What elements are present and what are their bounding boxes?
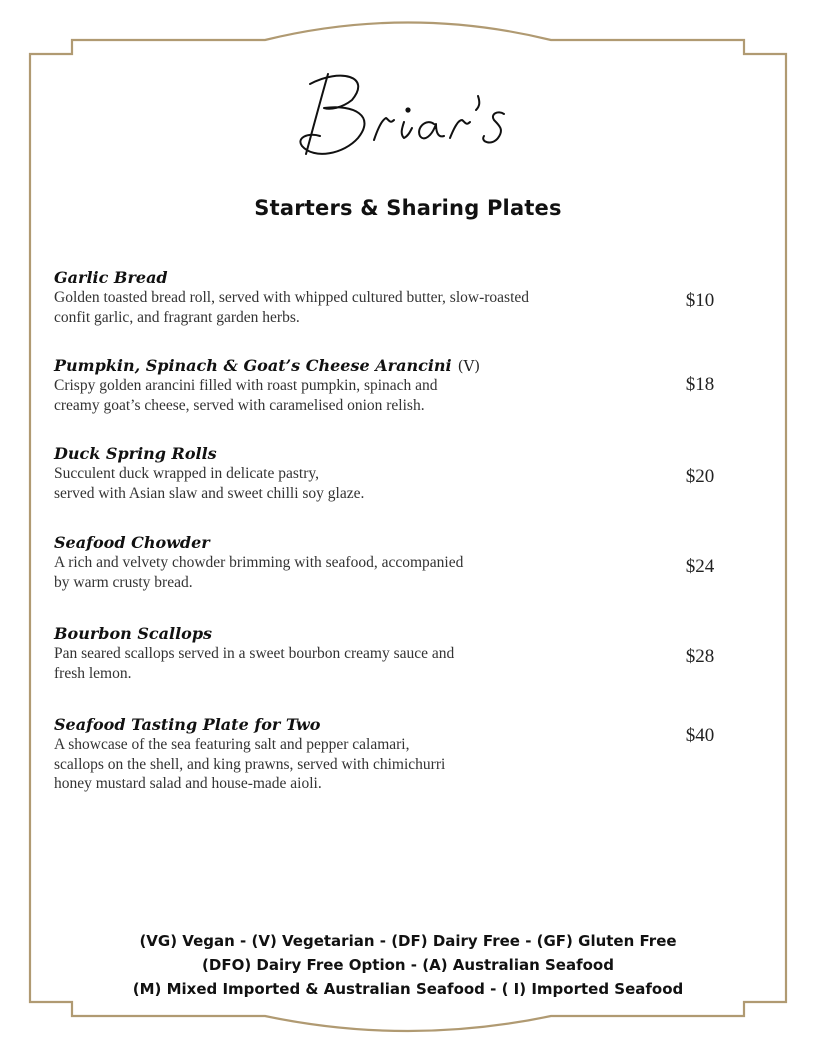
section-title: Starters & Sharing Plates xyxy=(254,196,562,220)
menu-item xyxy=(54,268,734,327)
menu-item-description: by warm crusty bread. xyxy=(54,573,193,591)
menu-item-name: Duck Spring Rolls xyxy=(54,444,217,463)
menu-item-name: Garlic Bread xyxy=(54,268,168,287)
menu-item-description: A rich and velvety chowder brimming with seafood, accompanied xyxy=(54,554,464,571)
dietary-tag: (V) xyxy=(457,357,481,375)
menu-item xyxy=(54,624,734,683)
menu-item xyxy=(54,533,734,592)
menu-item-description: creamy goat’s cheese, served with caramelised onion relish. xyxy=(54,396,425,414)
menu-item-price: $18 xyxy=(685,374,715,395)
menu-item-name: Seafood Chowder xyxy=(54,533,210,552)
menu-item-price: $28 xyxy=(685,646,715,667)
menu-item xyxy=(54,444,734,503)
menu-item-description: served with Asian slaw and sweet chilli soy glaze. xyxy=(54,484,365,502)
menu-item-description: honey mustard salad and house-made aioli. xyxy=(54,775,322,792)
menu-item-name: Seafood Tasting Plate for Two xyxy=(54,715,321,734)
menu-item xyxy=(54,356,734,415)
menu-item-description: fresh lemon. xyxy=(54,664,132,682)
menu-item-description: Succulent duck wrapped in delicate pastry, xyxy=(54,465,319,482)
menu-item-price: $40 xyxy=(685,725,715,746)
menu-item-description: scallops on the shell, and king prawns, served with chimichurri xyxy=(54,755,446,773)
menu-item-description: Crispy golden arancini filled with roast pumpkin, spinach and xyxy=(54,377,438,394)
menu-item-price: $24 xyxy=(685,556,715,577)
dietary-legend-line: (DFO) Dairy Free Option - (A) Australian Seafood xyxy=(202,956,614,974)
menu-item-name: Bourbon Scallops xyxy=(54,624,213,643)
menu-item-description: Golden toasted bread roll, served with whipped cultured butter, slow-roasted xyxy=(54,289,530,306)
menu-item-name: Pumpkin, Spinach & Goat’s Cheese Arancini xyxy=(54,356,452,375)
dietary-legend-line: (M) Mixed Imported & Australian Seafood - ( I) Imported Seafood xyxy=(132,980,684,998)
menu-item-price: $20 xyxy=(685,466,715,487)
menu-item-description: A showcase of the sea featuring salt and pepper calamari, xyxy=(54,736,410,753)
menu-item-description: confit garlic, and fragrant garden herbs. xyxy=(54,308,300,326)
menu-item-price: $10 xyxy=(685,290,715,311)
dietary-legend-line: (VG) Vegan - (V) Vegetarian - (DF) Dairy Free - (GF) Gluten Free xyxy=(139,932,677,950)
brand-logo xyxy=(290,62,530,172)
menu-item xyxy=(54,715,734,794)
menu-item-description: Pan seared scallops served in a sweet bourbon creamy sauce and xyxy=(54,645,455,662)
